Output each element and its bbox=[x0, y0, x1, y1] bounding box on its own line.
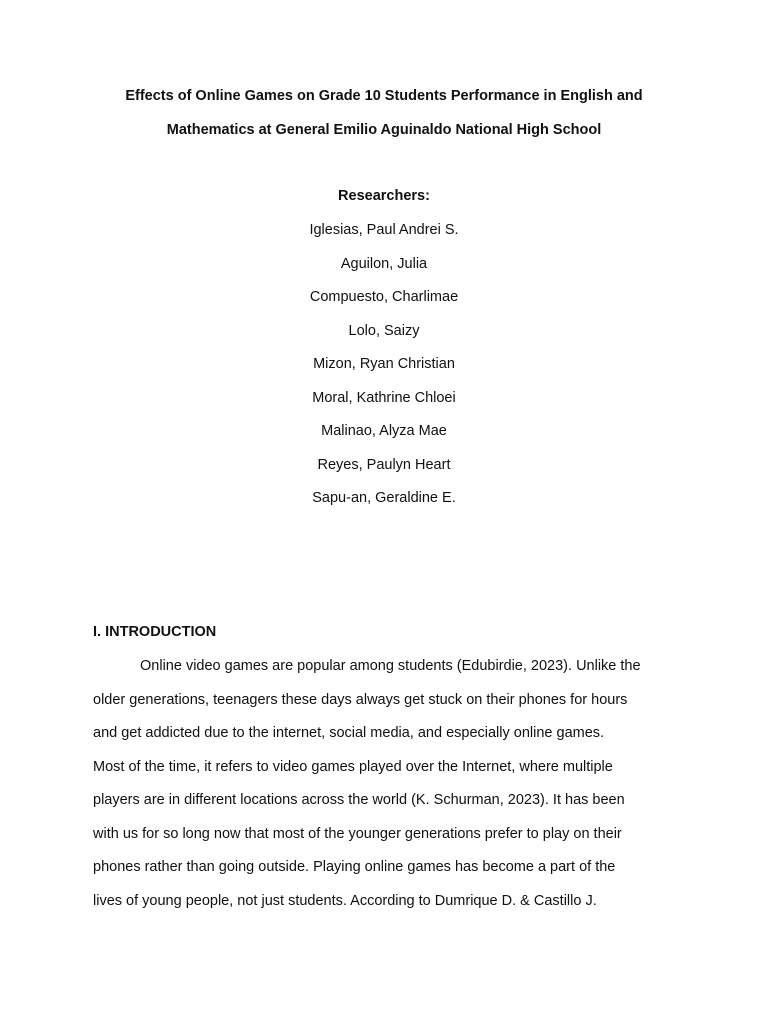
researcher-name: Malinao, Alyza Mae bbox=[321, 423, 447, 439]
paragraph-line: Most of the time, it refers to video games played over the Internet, where multiple bbox=[93, 758, 613, 775]
researchers-list bbox=[0, 220, 768, 522]
researcher-name: Moral, Kathrine Chloei bbox=[312, 389, 456, 406]
paragraph-line: players are in different locations across the world (K. Schurman, 2023). It has been bbox=[93, 792, 625, 808]
researcher-name: Aguilon, Julia bbox=[340, 255, 428, 272]
paragraph-line: lives of young people, not just students. According to Dumrique D. & Castillo J. bbox=[93, 892, 597, 909]
researcher-name: Reyes, Paulyn Heart bbox=[317, 456, 451, 473]
title-line-2: Mathematics at General Emilio Aguinaldo National High School bbox=[166, 121, 602, 138]
paragraph-line: with us for so long now that most of the younger generations prefer to play on their bbox=[93, 825, 622, 842]
paragraph-line: phones rather than going outside. Playing online games has become a part of the bbox=[93, 859, 616, 875]
researcher-name: Iglesias, Paul Andrei S. bbox=[309, 222, 459, 238]
paragraph-line: and get addicted due to the internet, social media, and especially online games. bbox=[93, 725, 605, 741]
document-title bbox=[60, 80, 708, 147]
researcher-name: Mizon, Ryan Christian bbox=[313, 356, 455, 372]
researcher-name: Sapu-an, Geraldine E. bbox=[312, 490, 456, 506]
section-heading-introduction: I. INTRODUCTION bbox=[93, 624, 217, 640]
researchers-heading: Researchers: bbox=[338, 188, 430, 204]
researcher-name: Compuesto, Charlimae bbox=[309, 289, 459, 305]
title-line-1: Effects of Online Games on Grade 10 Students Performance in English and bbox=[125, 88, 643, 104]
researcher-name: Lolo, Saizy bbox=[348, 322, 420, 339]
introduction-paragraph bbox=[93, 656, 693, 924]
paragraph-line: Online video games are popular among students (Edubirdie, 2023). Unlike the bbox=[140, 658, 641, 674]
paragraph-line: older generations, teenagers these days always get stuck on their phones for hours bbox=[93, 691, 628, 708]
